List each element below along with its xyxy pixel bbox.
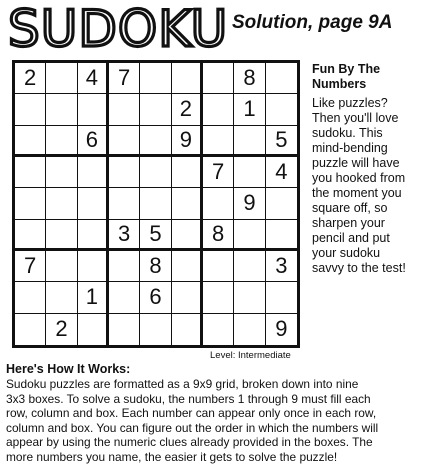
sidebar-title-line: Numbers (312, 77, 367, 91)
empty-cell[interactable] (140, 188, 171, 219)
empty-cell[interactable] (172, 188, 203, 219)
empty-cell[interactable] (15, 220, 46, 251)
sidebar-line: square off, so (312, 201, 388, 215)
given-number-cell[interactable]: 9 (172, 126, 203, 157)
empty-cell[interactable] (172, 314, 203, 345)
sidebar-line: mind-bending (312, 141, 388, 155)
empty-cell[interactable] (140, 63, 171, 94)
empty-cell[interactable] (46, 251, 77, 282)
difficulty-level: Level: Intermediate (210, 350, 291, 361)
logo-text: SUDOKU (8, 2, 228, 54)
empty-cell[interactable] (46, 94, 77, 125)
given-number-cell[interactable]: 8 (140, 251, 171, 282)
instructions-line: appear by using the numeric clues already provided in the boxes. The (6, 435, 373, 449)
sidebar-title-line: Fun By The (312, 62, 381, 76)
empty-cell[interactable] (172, 251, 203, 282)
sidebar-title (312, 62, 430, 92)
given-number-cell[interactable]: 4 (78, 63, 109, 94)
sidebar-description (312, 96, 432, 276)
empty-cell[interactable] (140, 126, 171, 157)
given-number-cell[interactable]: 9 (275, 316, 288, 342)
given-number-cell[interactable]: 2 (172, 94, 203, 125)
empty-cell[interactable] (234, 157, 265, 188)
empty-cell[interactable] (109, 251, 140, 282)
empty-cell[interactable] (234, 220, 265, 251)
instructions-line: row, column and box. Each number can appear only once in each row, (6, 406, 377, 420)
given-number-cell[interactable]: 8 (203, 220, 234, 251)
given-number-cell[interactable]: 6 (78, 126, 109, 157)
given-number-cell[interactable]: 3 (266, 251, 297, 282)
empty-cell[interactable] (266, 188, 297, 219)
empty-cell[interactable] (15, 314, 46, 345)
empty-cell[interactable] (46, 188, 77, 219)
given-number-cell[interactable]: 3 (109, 220, 140, 251)
empty-cell[interactable] (15, 282, 46, 313)
empty-cell[interactable] (46, 157, 77, 188)
sidebar-line: Then you'll love (312, 111, 399, 125)
empty-cell[interactable] (172, 282, 203, 313)
empty-cell[interactable] (172, 63, 203, 94)
empty-cell[interactable] (140, 157, 171, 188)
given-number-cell[interactable]: 8 (234, 63, 265, 94)
empty-cell[interactable] (78, 157, 109, 188)
empty-cell[interactable] (109, 188, 140, 219)
empty-cell[interactable] (109, 126, 140, 157)
empty-cell[interactable] (266, 63, 297, 94)
empty-cell[interactable] (172, 157, 203, 188)
empty-cell[interactable] (46, 126, 77, 157)
empty-cell[interactable] (15, 157, 46, 188)
instructions-line: column and box. You can figure out the order in which the numbers will (6, 420, 379, 435)
sidebar-line: the moment you (312, 186, 402, 200)
empty-cell[interactable] (266, 220, 297, 251)
empty-cell[interactable] (172, 220, 203, 251)
empty-cell[interactable] (266, 282, 297, 313)
instructions-line: Sudoku puzzles are formatted as a 9x9 grid, broken down into nine (6, 377, 359, 391)
given-number-cell[interactable]: 9 (234, 188, 265, 219)
instructions-line: more numbers you name, the easier it gets to solve the puzzle! (6, 449, 338, 464)
empty-cell[interactable] (203, 251, 234, 282)
sidebar-line: you hooked from (312, 171, 406, 185)
empty-cell[interactable] (203, 63, 234, 94)
empty-cell[interactable] (203, 282, 234, 313)
empty-cell[interactable] (15, 94, 46, 125)
given-number-cell[interactable]: 6 (140, 282, 171, 313)
given-number-cell[interactable]: 5 (266, 126, 297, 157)
empty-cell[interactable] (203, 188, 234, 219)
empty-cell[interactable] (46, 63, 77, 94)
instructions-title: Here's How It Works: (6, 362, 131, 376)
given-number-cell[interactable]: 4 (266, 157, 297, 188)
empty-cell[interactable] (234, 251, 265, 282)
sidebar-line: savvy to the test! (312, 261, 406, 275)
sudoku-logo (6, 2, 228, 54)
empty-cell[interactable] (78, 251, 109, 282)
sidebar-line: sudoku. This (312, 126, 383, 140)
empty-cell[interactable] (109, 94, 140, 125)
solution-reference: Solution, page 9A (232, 12, 393, 33)
empty-cell[interactable] (78, 314, 109, 345)
empty-cell[interactable] (46, 220, 77, 251)
empty-cell[interactable] (46, 282, 77, 313)
empty-cell[interactable] (109, 157, 140, 188)
empty-cell[interactable] (140, 314, 171, 345)
sudoku-grid (12, 60, 300, 348)
given-number-cell[interactable]: 2 (46, 314, 77, 345)
sidebar-line: your sudoku (312, 246, 381, 260)
empty-cell[interactable] (78, 188, 109, 219)
empty-cell[interactable] (234, 126, 265, 157)
empty-cell[interactable] (109, 282, 140, 313)
instructions-text (6, 377, 432, 464)
given-number-cell[interactable]: 1 (78, 282, 109, 313)
empty-cell[interactable] (78, 220, 109, 251)
empty-cell[interactable] (15, 188, 46, 219)
empty-cell[interactable] (266, 94, 297, 125)
empty-cell[interactable] (15, 126, 46, 157)
sidebar-line: Like puzzles? (312, 96, 388, 110)
given-number-cell[interactable]: 7 (109, 63, 140, 94)
given-number-cell[interactable]: 7 (15, 251, 46, 282)
empty-cell[interactable] (234, 314, 265, 345)
empty-cell[interactable] (203, 94, 234, 125)
empty-cell[interactable] (109, 314, 140, 345)
given-number-cell[interactable]: 1 (234, 94, 265, 125)
sidebar-line: sharpen your (312, 216, 385, 230)
instructions-line: 3x3 boxes. To solve a sudoku, the numbers 1 through 9 must fill each (6, 391, 371, 406)
empty-cell[interactable] (140, 94, 171, 125)
given-number-cell[interactable]: 2 (15, 63, 46, 94)
empty-cell[interactable] (203, 314, 234, 345)
empty-cell[interactable] (78, 94, 109, 125)
given-number-cell[interactable]: 7 (203, 157, 234, 188)
empty-cell[interactable] (203, 126, 234, 157)
given-number-cell[interactable]: 5 (140, 220, 171, 251)
sidebar-line: puzzle will have (312, 156, 400, 170)
empty-cell[interactable] (234, 282, 265, 313)
sidebar-line: pencil and put (312, 231, 390, 245)
